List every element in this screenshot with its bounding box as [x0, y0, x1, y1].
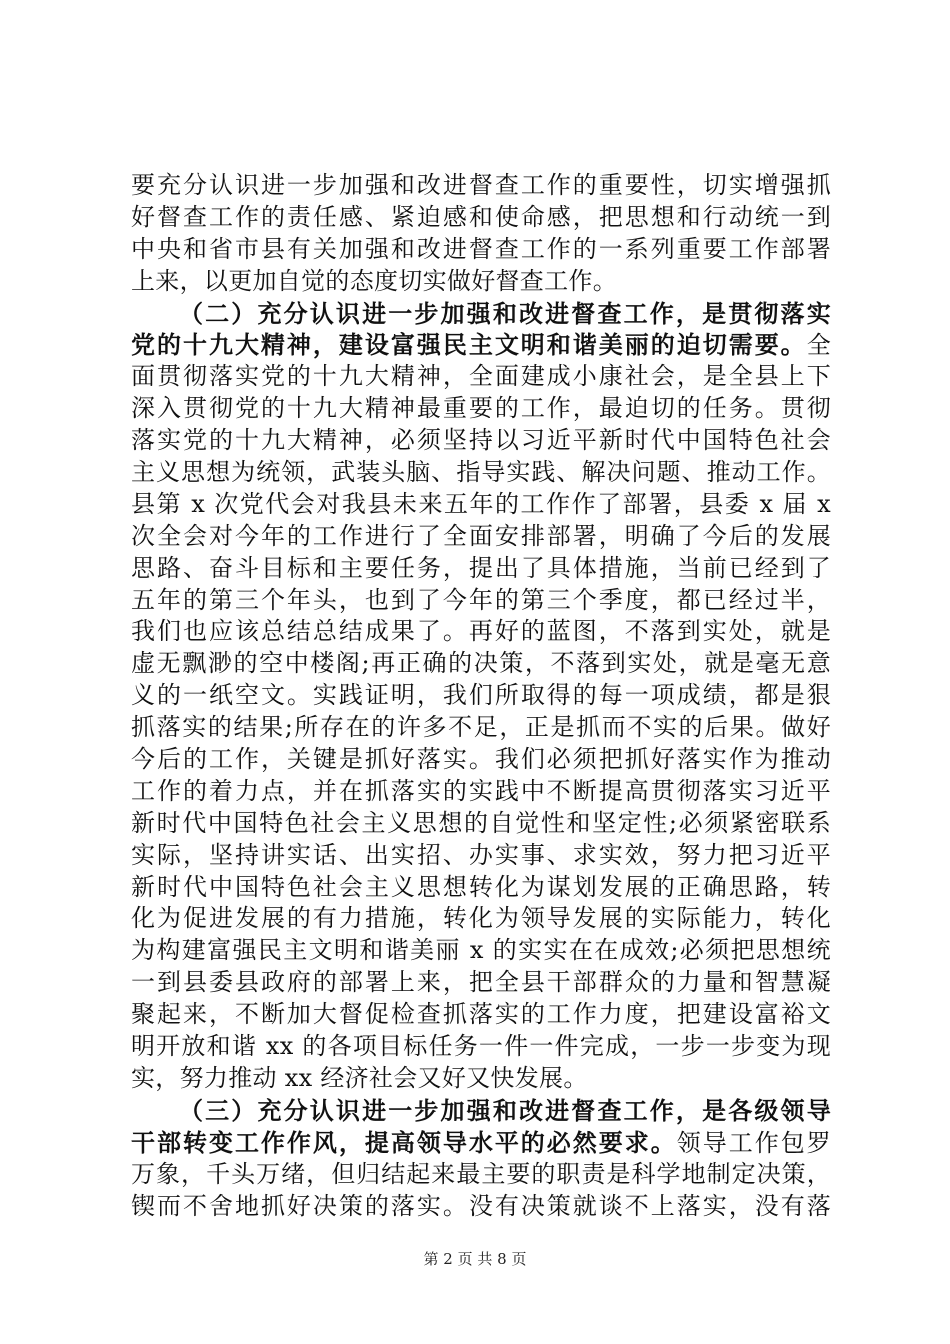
body-text: 要充分认识进一步加强和改进督查工作的重要性，切实增强抓: [131, 171, 831, 199]
text-line: [131, 776, 831, 808]
text-line: [131, 234, 831, 266]
text-line: [131, 1159, 831, 1191]
body-text: 新时代中国特色社会主义思想的自觉性和坚定性;必须紧密联系: [131, 808, 831, 837]
body-text: 全: [806, 331, 831, 360]
bold-heading-text: （三）充分认识进一步加强和改进督查工作，是各级领导: [179, 1095, 831, 1125]
text-line: [131, 872, 831, 904]
body-text: 领导工作包罗: [676, 1128, 831, 1157]
text-line: [131, 999, 831, 1031]
body-text: 好督查工作的责任感、紧迫感和使命感，把思想和行动统一到: [131, 202, 831, 231]
text-line: [131, 648, 831, 680]
body-text: 工作的着力点，并在抓落实的实践中不断提高贯彻落实习近平: [131, 776, 831, 805]
body-text: 新时代中国特色社会主义思想转化为谋划发展的正确思路，转: [131, 872, 831, 901]
body-text: 落实党的十九大精神，必须坚持以习近平新时代中国特色社会: [131, 426, 831, 455]
body-text: 为构建富强民主文明和谐美丽 x 的实实在在成效;必须把思想统: [131, 936, 831, 965]
body-text: 万象，千头万绪，但归结起来最主要的职责是科学地制定决策，: [131, 1159, 831, 1188]
body-text: 深入贯彻党的十九大精神最重要的工作，最迫切的任务。贯彻: [131, 394, 831, 423]
text-line: [131, 457, 831, 489]
text-line: [131, 840, 831, 872]
text-line: [131, 744, 831, 776]
text-line: [131, 553, 831, 585]
text-line: [131, 425, 831, 457]
text-line: [131, 1031, 831, 1063]
text-line: [131, 170, 831, 202]
bold-heading-text: 党的十九大精神，建设富强民主文明和谐美丽的迫切需要。: [131, 330, 807, 360]
body-text: 一到县委县政府的部署上来，把全县干部群众的力量和智慧凝: [131, 968, 831, 997]
body-text: 实，努力推动 xx 经济社会又好又快发展。: [131, 1063, 588, 1092]
text-line: [131, 680, 831, 712]
document-body: [131, 170, 831, 1222]
body-text: 五年的第三个年头，也到了今年的第三个季度，都已经过半，: [131, 585, 831, 614]
text-line: [131, 585, 831, 617]
text-line: [131, 329, 831, 361]
text-line: [131, 935, 831, 967]
text-line: [131, 712, 831, 744]
text-line: [131, 1063, 831, 1095]
text-line: [131, 967, 831, 999]
text-line: [131, 1095, 831, 1127]
page-footer: 第 2 页 共 8 页: [423, 1250, 527, 1268]
text-line: [131, 489, 831, 521]
body-text: 虚无飘渺的空中楼阁;再正确的决策，不落到实处，就是毫无意: [131, 649, 831, 678]
body-text: 次全会对今年的工作进行了全面安排部署，明确了今后的发展: [131, 521, 831, 550]
bold-heading-text: （二）充分认识进一步加强和改进督查工作，是贯彻落实: [179, 298, 831, 328]
text-line: [131, 1127, 831, 1159]
text-line: [131, 202, 831, 234]
body-text: 县第 x 次党代会对我县未来五年的工作作了部署，县委 x 届 x: [131, 489, 831, 518]
body-text: 面贯彻落实党的十九大精神，全面建成小康社会，是全县上下: [131, 362, 831, 391]
body-text: 抓落实的结果;所存在的许多不足，正是抓而不实的后果。做好: [131, 713, 831, 742]
text-line: [131, 361, 831, 393]
text-line: [131, 266, 831, 298]
body-text: 义的一纸空文。实践证明，我们所取得的每一项成绩，都是狠: [131, 681, 831, 710]
text-line: [131, 808, 831, 840]
text-line: [131, 1191, 831, 1223]
body-text: 聚起来，不断加大督促检查抓落实的工作力度，把建设富裕文: [131, 1000, 831, 1029]
body-text: 明开放和谐 xx 的各项目标任务一件一件完成，一步一步变为现: [131, 1032, 831, 1061]
body-text: 我们也应该总结总结成果了。再好的蓝图，不落到实处，就是: [131, 617, 831, 646]
text-line: [131, 521, 831, 553]
body-text: 实际，坚持讲实话、出实招、办实事、求实效，努力把习近平: [131, 840, 831, 869]
body-text: 化为促进发展的有力措施，转化为领导发展的实际能力，转化: [131, 904, 831, 933]
body-text: 中央和省市县有关加强和改进督查工作的一系列重要工作部署: [131, 234, 831, 263]
body-text: 上来，以更加自觉的态度切实做好督查工作。: [131, 266, 617, 295]
bold-heading-text: 干部转变工作作风，提高领导水平的必然要求。: [131, 1127, 677, 1157]
body-text: 主义思想为统领，武装头脑、指导实践、解决问题、推动工作。: [131, 458, 831, 487]
body-text: 思路、奋斗目标和主要任务，提出了具体措施，当前已经到了: [131, 553, 831, 582]
text-line: [131, 393, 831, 425]
body-text: 今后的工作，关键是抓好落实。我们必须把抓好落实作为推动: [131, 745, 831, 774]
text-line: [131, 616, 831, 648]
text-line: [131, 903, 831, 935]
text-line: [131, 298, 831, 330]
body-text: 锲而不舍地抓好决策的落实。没有决策就谈不上落实，没有落: [131, 1191, 831, 1220]
